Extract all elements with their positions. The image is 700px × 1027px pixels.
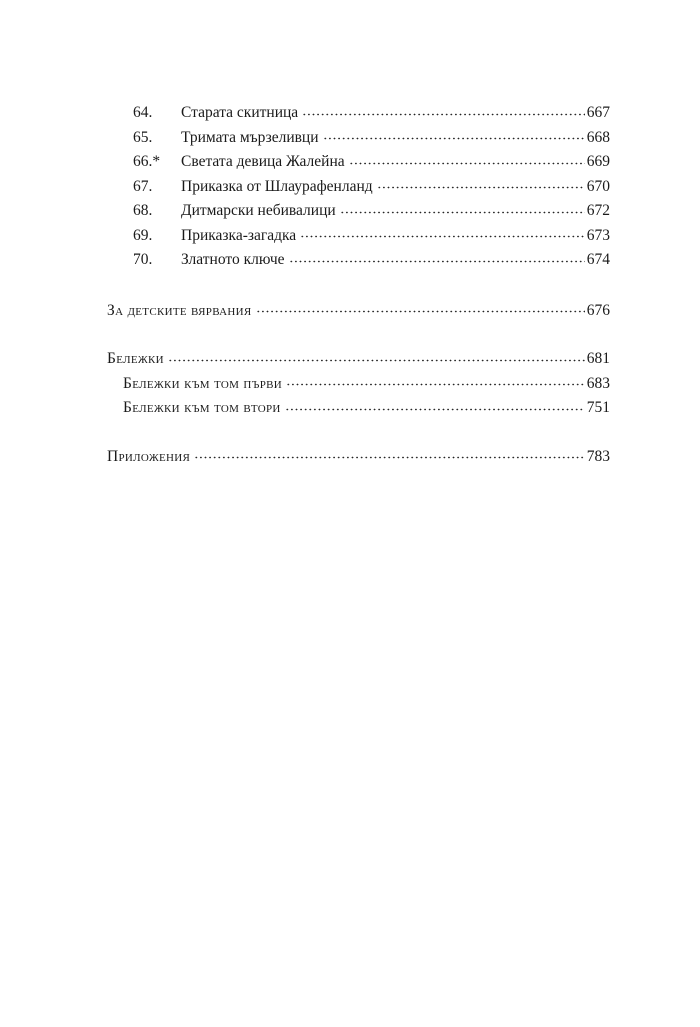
toc-entry-tale[interactable] [107, 101, 610, 126]
tale-title: Приказка от Шлаурафенланд [181, 177, 373, 195]
toc-entry-notes-vol1[interactable] [107, 372, 610, 397]
tale-title: Светата девица Жалейна [181, 153, 345, 170]
toc-entry-tale[interactable] [107, 248, 610, 273]
subsection-title: Бележки към том първи [123, 374, 283, 392]
toc-entry-tale[interactable] [107, 126, 610, 151]
page-number: 670 [586, 177, 610, 195]
table-of-contents [107, 101, 610, 469]
page-number: 676 [586, 301, 610, 319]
tale-number: 68. [133, 202, 153, 219]
tale-number: 65. [133, 128, 153, 146]
page-number: 673 [586, 226, 610, 244]
tale-number: 69. [133, 226, 153, 244]
toc-entry-notes[interactable] [107, 347, 610, 372]
section-title: Приложения [107, 447, 191, 465]
toc-entry-appendices[interactable] [107, 445, 610, 470]
dot-leader [286, 372, 585, 388]
page-number: 681 [586, 350, 610, 367]
dot-leader [340, 200, 585, 216]
toc-entry-tale[interactable] [107, 150, 610, 175]
dot-leader [289, 249, 585, 265]
subsection-title: Бележки към том втори [123, 399, 281, 416]
tale-number: 64. [133, 104, 153, 121]
dot-leader [377, 175, 585, 191]
dot-leader [323, 126, 585, 142]
page-number: 668 [586, 128, 610, 146]
tale-title: Тримата мързеливци [181, 128, 319, 146]
dot-leader [300, 224, 585, 240]
toc-entry-tale[interactable] [107, 175, 610, 200]
toc-entry-tale[interactable] [107, 199, 610, 224]
tale-number: 70. [133, 251, 153, 268]
tale-title: Старата скитница [181, 104, 299, 121]
tale-title: Дитмарски небивалици [181, 202, 336, 219]
page-number: 669 [586, 153, 610, 170]
section-title: За детските вярвания [107, 301, 252, 319]
toc-entry-tale[interactable] [107, 224, 610, 249]
toc-entry-childrens-beliefs[interactable] [107, 299, 610, 324]
section-spacer [107, 323, 610, 347]
section-spacer [107, 421, 610, 445]
tale-number: 66.* [133, 153, 161, 170]
page-number: 751 [586, 399, 610, 416]
page-number: 674 [586, 251, 610, 268]
tale-title: Златното ключе [181, 251, 285, 268]
tale-title: Приказка-загадка [181, 226, 297, 244]
dot-leader [168, 348, 585, 364]
dot-leader [302, 102, 585, 118]
dot-leader [256, 299, 585, 315]
tale-number: 67. [133, 177, 153, 195]
page-number: 667 [586, 104, 610, 121]
section-spacer [107, 273, 610, 299]
page-number: 672 [586, 202, 610, 219]
page-number: 683 [586, 374, 610, 392]
toc-entry-notes-vol2[interactable] [107, 396, 610, 421]
dot-leader [194, 445, 585, 461]
dot-leader [285, 397, 585, 413]
dot-leader [349, 151, 585, 167]
page-number: 783 [586, 447, 610, 465]
section-title: Бележки [107, 350, 164, 367]
